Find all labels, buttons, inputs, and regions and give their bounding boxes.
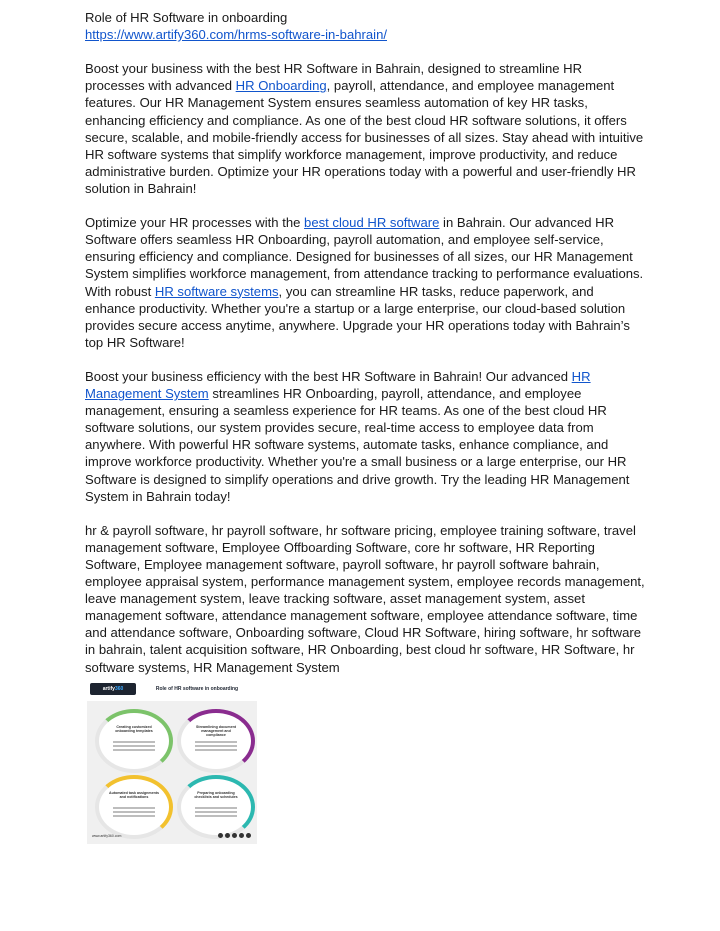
infographic-card-checklists: Preparing onboarding checklists and schedules xyxy=(177,775,255,839)
paragraph-1: Boost your business with the best HR Software in Bahrain, designed to streamline HR processes with advanced HR Onboarding, payroll, attendance, and employee management features. Our HR Management System ensures seamless automation of key HR tasks, enhancing efficiency and compliance. As one of the best cloud HR software solutions, it offers secure, scalable, and mobile-friendly access for businesses of all sizes. Stay ahead with intuitive HR software systems that simplify workforce management, improve productivity, and reduce administrative burden. Optimize your HR operations today with a powerful and user-friendly HR solution in Bahrain! xyxy=(85,61,644,196)
doc-title: Role of HR Software in onboarding xyxy=(85,10,288,25)
infographic-card-documents: Streamlining document management and compliance xyxy=(177,709,255,773)
facebook-icon xyxy=(218,833,223,838)
onboarding-infographic xyxy=(87,679,257,844)
infographic-title: Role of HR software in onboarding xyxy=(155,686,239,692)
hr-onboarding-link[interactable]: HR Onboarding xyxy=(235,78,327,94)
infographic-card-templates: Creating customized onboarding templates xyxy=(95,709,173,773)
doc-url-link[interactable]: https://www.artify360.com/hrms-software-in-bahrain/ xyxy=(85,27,387,43)
infographic-footer-url: www.artify360.com xyxy=(92,834,122,838)
keywords-paragraph: hr & payroll software, hr payroll software, hr software pricing, employee training software, travel management software, Employee Offboarding Software, core hr software, HR Reporting Software, Employee management software, payroll software, hr payroll software bahrain, employee appraisal system, performance management system, employee records management, leave management system, leave tracking software, asset management system, asset management software, attendance management software, employee attendance software, time and attendance software, Onboarding software, Cloud HR Software, hiring software, hr software in bahrain, talent acquisition software, HR Onboarding, best cloud hr software, HR Software, hr software systems, HR Management System xyxy=(85,522,645,675)
instagram-icon xyxy=(225,833,230,838)
artify360-logo: artify360 xyxy=(90,683,136,695)
infographic-card-tasks: Automated task assignments and notifications xyxy=(95,775,173,839)
social-icons xyxy=(218,833,251,838)
hr-software-systems-link[interactable]: HR software systems xyxy=(154,283,279,299)
infographic-header xyxy=(87,679,257,701)
youtube-icon xyxy=(246,833,251,838)
paragraph-3: Boost your business efficiency with the best HR Software in Bahrain! Our advanced HR Management System streamlines HR Onboarding, payroll, attendance, and employee management, ensuring a seamless experience for HR teams. As one of the best cloud HR software solutions, our system provides secure, real-time access to employee data from anywhere. With powerful HR software systems, automate tasks, enhance compliance, and improve workforce productivity. Whether you're a small business or a large enterprise, our HR Software is designed to simplify operations and drive growth. Try the leading HR Management System in Bahrain today! xyxy=(85,368,630,504)
twitter-icon xyxy=(232,833,237,838)
hr-management-system-link[interactable]: HR Management System xyxy=(85,368,591,402)
paragraph-2: Optimize your HR processes with the best cloud HR software in Bahrain. Our advanced HR Software offers seamless HR Onboarding, payroll automation, and employee self-service, ensuring efficiency and compliance. Designed for businesses of all sizes, our HR Management System simplifies workforce management, from attendance tracking to performance evaluations. With robust HR software systems, you can streamline HR tasks, reduce paperwork, and enhance productivity. Whether you're a startup or a large enterprise, our cloud-based solution provides secure access anytime, anywhere. Upgrade your HR operations today with Bahrain’s top HR Software! xyxy=(85,215,644,350)
linkedin-icon xyxy=(239,833,244,838)
best-cloud-hr-software-link[interactable]: best cloud HR software xyxy=(304,215,440,231)
document-body xyxy=(85,9,645,676)
